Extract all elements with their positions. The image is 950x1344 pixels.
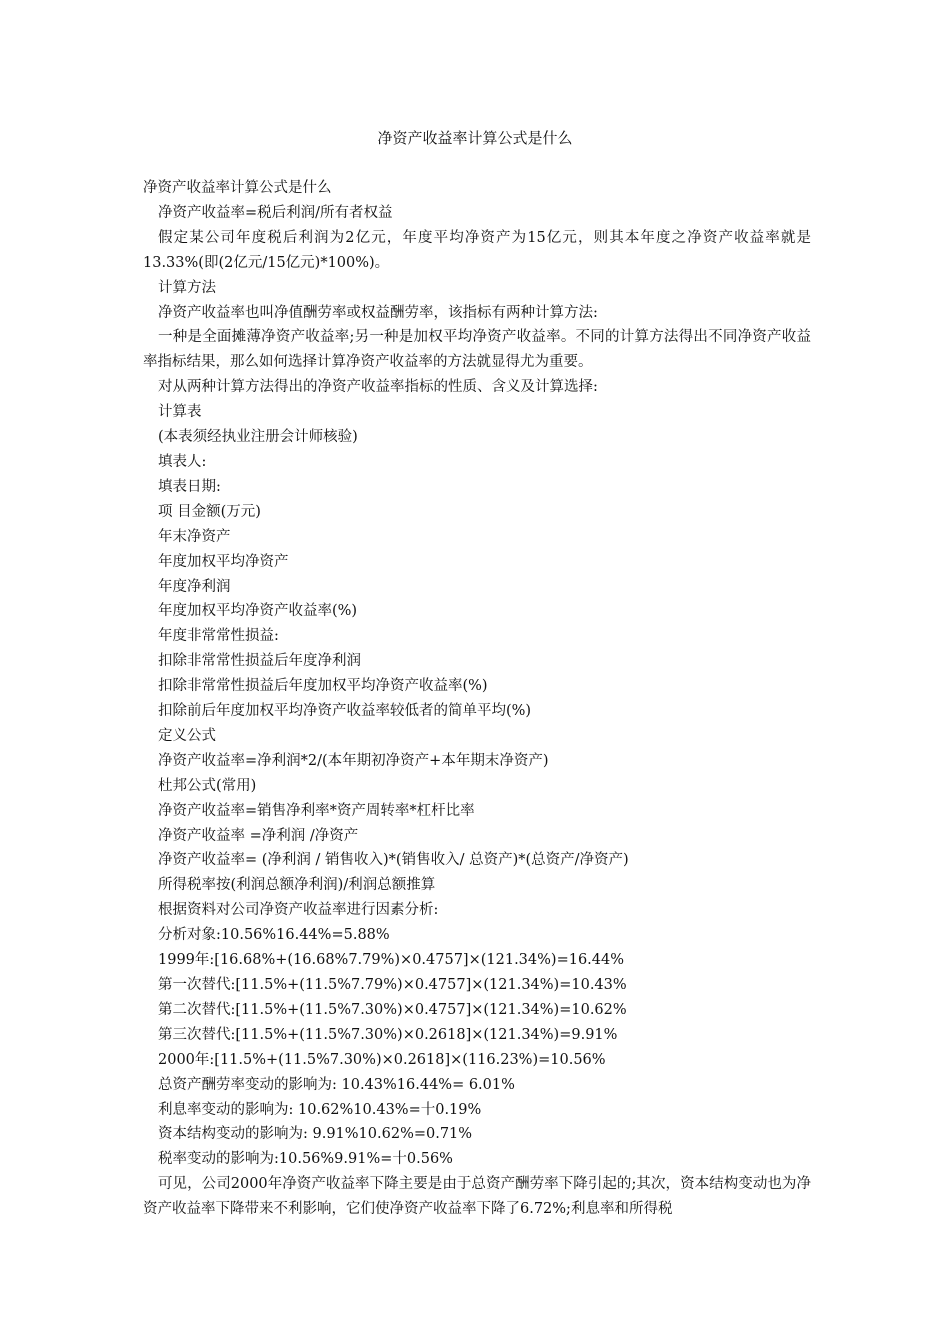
- analysis-line: 总资产酬劳率变动的影响为: 10.43%16.44%= 6.01%: [158, 1076, 515, 1093]
- analysis-line: 分析对象:10.56%16.44%=5.88%: [158, 927, 390, 944]
- analysis-line: 1999年:[16.68%+(16.68%7.79%)×0.4757]×(121.34%)=16.44%: [158, 952, 625, 969]
- table-header: 项 目金额(万元): [158, 503, 261, 520]
- paragraph: 一种是全面摊薄净资产收益率;另一种是加权平均净资产收益率。不同的计算方法得出不同净资产收益率指标结果，那么如何选择计算净资产收益率的方法就显得尤为重要。: [143, 329, 811, 371]
- table-field: 填表人:: [158, 453, 207, 470]
- table-field: 填表日期:: [158, 478, 221, 495]
- formula-line: 净资产收益率 =净利润 /净资产: [158, 827, 359, 844]
- paragraph: 根据资料对公司净资产收益率进行因素分析:: [158, 902, 439, 919]
- table-row: 年度加权平均净资产收益率(%): [158, 603, 358, 620]
- table-row: 年度加权平均净资产: [158, 553, 289, 570]
- paragraph: 净资产收益率也叫净值酬劳率或权益酬劳率，该指标有两种计算方法:: [158, 304, 598, 321]
- paragraph: 假定某公司年度税后利润为2亿元，年度平均净资产为15亿元，则其本年度之净资产收益率就是13.33%(即(2亿元/15亿元)*100%)。: [143, 229, 811, 271]
- table-row: 扣除前后年度加权平均净资产收益率较低者的简单平均(%): [158, 703, 532, 720]
- page-title: 净资产收益率计算公式是什么: [377, 129, 573, 147]
- formula-line: 净资产收益率=税后利润/所有者权益: [158, 204, 393, 221]
- table-row: 年度非常常性损益:: [158, 628, 279, 645]
- paragraph: 可见，公司2000年净资产收益率下降主要是由于总资产酬劳率下降引起的;其次，资本结构变动也为净资产收益率下降带来不利影响，它们使净资产收益率下降了6.72%;利息率和所得税: [143, 1176, 811, 1218]
- paragraph: 所得税率按(利润总额净利润)/利润总额推算: [158, 877, 436, 894]
- table-title: 计算表: [158, 404, 202, 421]
- table-row: 年度净利润: [158, 578, 231, 595]
- subheading: 计算方法: [158, 279, 216, 296]
- subheading: 定义公式: [158, 727, 216, 744]
- section-heading: 净资产收益率计算公式是什么: [143, 180, 332, 196]
- analysis-line: 第一次替代:[11.5%+(11.5%7.79%)×0.4757]×(121.34%)=10.43%: [158, 977, 627, 993]
- table-row: 扣除非常常性损益后年度加权平均净资产收益率(%): [158, 678, 488, 695]
- analysis-line: 利息率变动的影响为: 10.62%10.43%=十0.19%: [158, 1101, 482, 1118]
- analysis-line: 税率变动的影响为:10.56%9.91%=十0.56%: [158, 1151, 453, 1168]
- subheading: 杜邦公式(常用): [158, 777, 257, 794]
- analysis-line: 第三次替代:[11.5%+(11.5%7.30%)×0.2618]×(121.34%)=9.91%: [158, 1026, 618, 1043]
- formula-line: 净资产收益率= (净利润 / 销售收入)*(销售收入/ 总资产)*(总资产/净资产): [158, 852, 629, 869]
- formula-line: 净资产收益率=净利润*2/(本年期初净资产+本年期末净资产): [158, 752, 549, 769]
- document-body: [143, 176, 811, 1222]
- table-row: 年末净资产: [158, 528, 231, 545]
- formula-line: 净资产收益率=销售净利率*资产周转率*杠杆比率: [158, 802, 475, 819]
- table-note: (本表须经执业注册会计师核验): [158, 429, 358, 446]
- analysis-line: 2000年:[11.5%+(11.5%7.30%)×0.2618]×(116.23%)=10.56%: [158, 1051, 606, 1068]
- paragraph: 对从两种计算方法得出的净资产收益率指标的性质、含义及计算选择:: [158, 379, 598, 396]
- table-row: 扣除非常常性损益后年度净利润: [158, 653, 361, 670]
- analysis-line: 资本结构变动的影响为: 9.91%10.62%=0.71%: [158, 1126, 473, 1143]
- analysis-line: 第二次替代:[11.5%+(11.5%7.30%)×0.4757]×(121.34%)=10.62%: [158, 1001, 627, 1018]
